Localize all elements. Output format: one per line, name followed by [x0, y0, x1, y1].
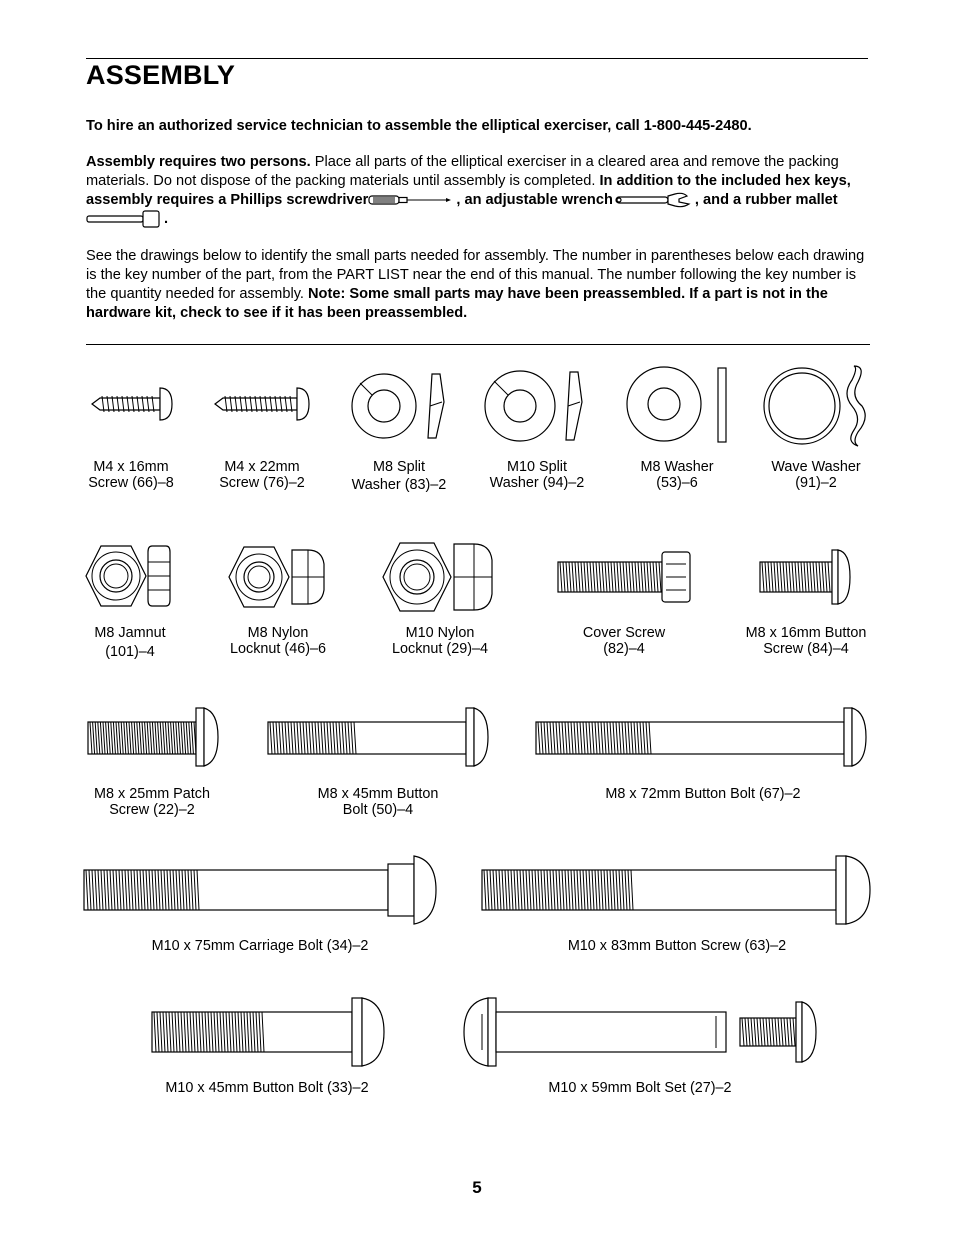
m8-jamnut-label: M8 Jamnut (101)–4 [94, 625, 166, 660]
m8x16-button-screw-drawing [758, 546, 852, 608]
m10x83-button-screw-label: M10 x 83mm Button Screw (63)–2 [567, 938, 787, 954]
wrench-icon [613, 192, 691, 208]
m10x59-bolt-set-drawing [462, 994, 818, 1070]
m10x75-carriage-bolt-drawing [82, 852, 438, 928]
m8x72-button-bolt-drawing [534, 704, 870, 770]
wave-washer-label: Wave Washer (91)–2 [771, 459, 861, 491]
m8x25-patch-screw-drawing [86, 704, 220, 770]
top-rule [86, 58, 868, 59]
m8-washer-drawing [626, 366, 730, 446]
wave-washer-drawing [762, 362, 872, 448]
page-number: 5 [472, 1178, 482, 1197]
m8x16-button-screw-label: M8 x 16mm Button Screw (84)–4 [745, 625, 867, 657]
section-rule [86, 344, 870, 345]
m8-nylon-locknut-drawing [228, 544, 326, 610]
cover-screw-label: Cover Screw (82)–4 [582, 625, 666, 657]
m10-split-washer-label: M10 Split Washer (94)–2 [489, 459, 585, 491]
screwdriver-icon [368, 194, 452, 206]
assembly-requirements-paragraph: Assembly requires two persons. Place all parts of the elliptical exerciser in a cleared area and remove the packing materials. Do not dispose of the packing materials until assembly is completed. In addition to the included hex keys, assembly requires a Phillips screwdriver , an adjustable wrench , and a rubber mallet . [86, 154, 851, 227]
cover-screw-drawing [556, 548, 694, 606]
m8x25-patch-screw-label: M8 x 25mm Patch Screw (22)–2 [94, 786, 210, 818]
m8-nylon-locknut-label: M8 Nylon Locknut (46)–6 [230, 625, 326, 657]
m8-jamnut-drawing [84, 542, 174, 612]
m4x22-screw-drawing [213, 385, 309, 423]
service-technician-line: To hire an authorized service technician to assemble the elliptical exerciser, call 1-800-445-2480. [86, 118, 752, 134]
m10x75-carriage-bolt-label: M10 x 75mm Carriage Bolt (34)–2 [151, 938, 369, 954]
m10-nylon-locknut-drawing [382, 540, 494, 614]
m10x45-button-bolt-label: M10 x 45mm Button Bolt (33)–2 [165, 1080, 369, 1096]
m8-washer-label: M8 Washer (53)–6 [640, 459, 714, 491]
m8-split-washer-drawing [350, 366, 450, 446]
m10x59-bolt-set-label: M10 x 59mm Bolt Set (27)–2 [548, 1080, 732, 1096]
m10x45-button-bolt-drawing [150, 994, 386, 1070]
m10-split-washer-drawing [484, 366, 584, 446]
mallet-icon [86, 210, 160, 228]
m8x45-button-bolt-drawing [266, 704, 492, 770]
m8x72-button-bolt-label: M8 x 72mm Button Bolt (67)–2 [605, 786, 801, 802]
m4x22-screw-label: M4 x 22mm Screw (76)–2 [219, 459, 305, 491]
m10x83-button-screw-drawing [480, 852, 874, 928]
m8-split-washer-label: M8 Split Washer (83)–2 [351, 459, 447, 493]
m8x45-button-bolt-label: M8 x 45mm Button Bolt (50)–4 [317, 786, 439, 818]
parts-identification-paragraph: See the drawings below to identify the small parts needed for assembly. The number in parentheses below each drawing is the key number of the part, from the PART LIST near the end of this manual. The number following the key number is the quantity needed for assembly. Note: Some small parts may have been preassembled. If a part is not in the hardware kit, check to see if it has been preassembled. [86, 248, 865, 321]
m4x16-screw-drawing [90, 385, 172, 423]
m10-nylon-locknut-label: M10 Nylon Locknut (29)–4 [392, 625, 488, 657]
m4x16-screw-label: M4 x 16mm Screw (66)–8 [88, 459, 174, 491]
page-title: ASSEMBLY [86, 60, 236, 90]
